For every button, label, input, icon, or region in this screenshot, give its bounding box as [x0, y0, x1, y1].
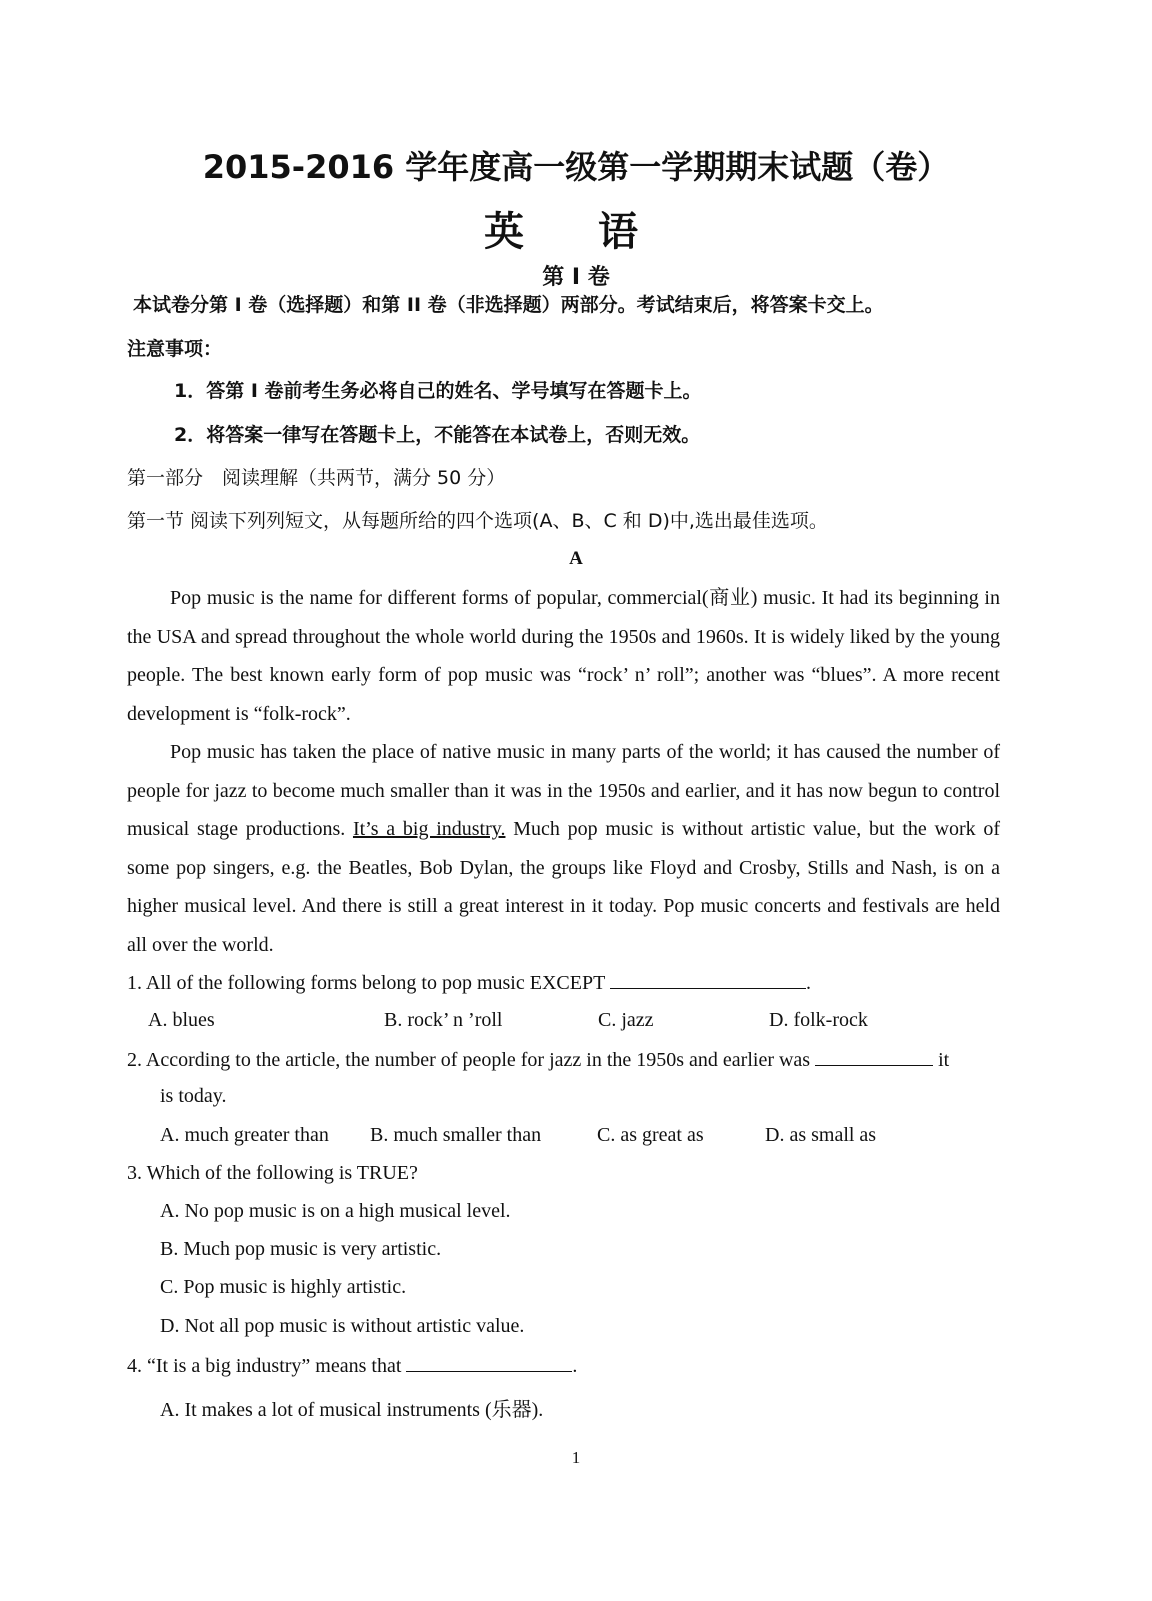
option-a: A. much greater than [160, 1124, 329, 1146]
option-c: C. as great as [597, 1124, 704, 1146]
question-4 [127, 1353, 577, 1378]
subject-title: 英 语 [484, 209, 668, 255]
answer-blank [610, 970, 806, 989]
paragraph-text: Pop music has taken the place of native music in many parts of the world; it has caused the number of people for jazz to become much smaller than it was in the 1950s and earlier, and it has now begun to control musical stage productions. [127, 741, 1000, 840]
passage-paragraph-1: Pop music is the name for different forms of popular, commercial(商业) music. It had its beginning in the USA and spread throughout the whole world during the 1950s and 1960s. It is widely liked by the young people. The best known early form of pop music was “rock’ n’ roll”; another was “blues”. A more recent development is “folk-rock”. [127, 587, 1000, 725]
question-1 [127, 970, 811, 995]
underlined-phrase: It’s a big industry. [352, 818, 506, 840]
question-stem: 2. According to the article, the number of people for jazz in the 1950s and earlier was [127, 1049, 811, 1071]
page-number: 1 [571, 1448, 581, 1467]
passage-paragraph-2 [127, 733, 1000, 964]
question-continuation: is today. [160, 1085, 227, 1107]
option-c: C. jazz [598, 1009, 654, 1031]
option-a: A. No pop music is on a high musical level. [160, 1200, 511, 1222]
paragraph-text: Much pop music is without artistic value, but the work of some pop singers, e.g. the Beatles, Bob Dylan, the groups like Floyd and Crosby, Stills and Nash, is on a higher musical level. And there is still a great interest in it today. Pop music concerts and festivals are held all over the world. [127, 818, 1001, 956]
option-b: B. Much pop music is very artistic. [160, 1238, 442, 1260]
notice-item: 2．将答案一律写在答题卡上，不能答在本试卷上，否则无效。 [174, 424, 701, 446]
question-3: 3. Which of the following is TRUE? [127, 1162, 418, 1184]
question-end: . [572, 1355, 578, 1377]
option-b: B. rock’ n ’roll [384, 1009, 503, 1031]
option-a: A. It makes a lot of musical instruments (乐器). [160, 1399, 544, 1421]
option-d: D. Not all pop music is without artistic value. [160, 1315, 525, 1337]
question-stem: 4. “It is a big industry” means that [127, 1355, 402, 1377]
exam-title: 2015-2016 学年度高一级第一学期期末试题（卷） [202, 148, 950, 186]
option-a: A. blues [148, 1009, 215, 1031]
answer-blank [815, 1047, 933, 1066]
question-2 [127, 1047, 949, 1072]
option-c: C. Pop music is highly artistic. [160, 1276, 407, 1298]
section-instruction: 第一节 阅读下列列短文，从每题所给的四个选项(A、B、C 和 D)中,选出最佳选项。 [127, 510, 828, 532]
exam-intro: 本试卷分第 I 卷（选择题）和第 II 卷（非选择题）两部分。考试结束后，将答案卡交上。 [133, 294, 884, 316]
question-stem: 1. All of the following forms belong to pop music EXCEPT [127, 972, 605, 994]
volume-label: 第 I 卷 [542, 265, 610, 290]
question-end: . [805, 972, 811, 994]
option-d: D. folk-rock [769, 1009, 868, 1031]
answer-blank [406, 1353, 572, 1372]
notice-label: 注意事项： [127, 338, 223, 360]
passage-label: A [569, 548, 583, 569]
option-b: B. much smaller than [370, 1124, 542, 1146]
notice-item: 1．答第 I 卷前考生务必将自己的姓名、学号填写在答题卡上。 [174, 380, 702, 402]
question-end: it [938, 1049, 950, 1071]
option-d: D. as small as [765, 1124, 877, 1146]
part-heading: 第一部分 阅读理解（共两节，满分 50 分） [127, 467, 506, 489]
